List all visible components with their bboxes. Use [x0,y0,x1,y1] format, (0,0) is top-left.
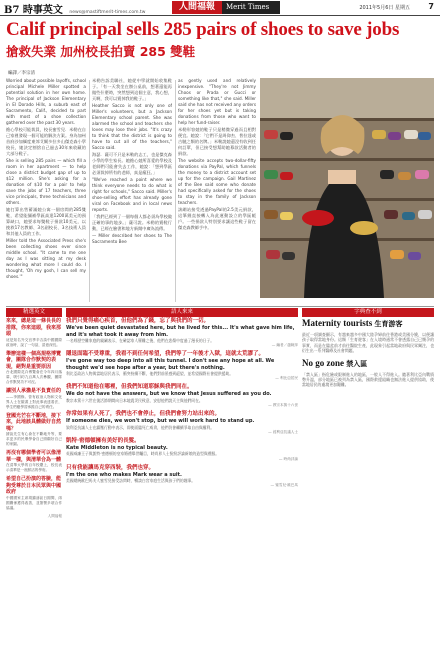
featured-item-body: 在清華大學的百年校慶上，校長表示清華是一座鮮活的學府。 [6,463,62,472]
featured-item-body: ——李國修。曾有政治人物和文化界人士在臉書上對此事表達看法，學生們應學習承擔自己的責任。 [6,394,62,409]
article-paragraph: Miller told the Associated Press she's been collecting shoes ever since middle school. "It came to me one day as I was sitting at my desk wondering what more I could do. I thought, 'Oh my gosh, I can sell my shoes.'" [6,238,86,279]
featured-item [6,413,62,448]
quote-title-en: I'm the one who makes Mark wear a suit. [66,471,182,478]
quote-item [66,465,298,489]
featured-item-title: 舉辦這樣一個高規格博覽會，團隊合作默契的表現，絕對是重要原因 [6,350,62,370]
article-column-1 [6,78,86,304]
quote-title-en: Kate Middleton is no typical beauty. [66,444,168,451]
quote-title-zh: 你常如果有人死了，我們也不會停止，但我們會努力站出來的。 [66,411,221,418]
quote-item [66,384,298,408]
shoe-collection-photo [260,78,434,298]
article-paragraph: as gently used and relatively inexpensive. "They're not Jimmy Choos or Prada or Gucci or something like that," she said. Miller said she has not received any orders for her shoes yet but is taking donations from those who want to help her fund-raiser. [178,78,256,125]
page-code: B7 [4,5,20,16]
quote-item [66,318,298,348]
quote-credit: — 編者／趙婉萍 [271,343,298,348]
principal-with-shoes-photo [260,78,434,298]
featured-item [6,388,62,410]
quote-title-en: We do not have the answers, but we know that Jesus suffered as you do. [66,391,272,398]
article-column-2 [92,78,172,304]
quote-title-zh: 我們只覺得痛心疾首，但他們為了錢，忘了與我們的一切。 [66,318,210,324]
featured-item-title: 再沒有哪個學者可以像清華一樣，與清華合為一體 [6,450,62,463]
issue-date: 2011年5月6日 星期五 [359,5,410,11]
quote-credit: — 蜜雪兒·歐巴馬 [270,483,298,488]
article-paragraph: 「我們已經到了一個每個人都必須為學校做正確的事的地步。」薩可說。米勒的賣鞋行動，已經在臉書和地方新聞中廣為流傳。 [92,214,172,231]
article-paragraph: Heather Sacco is not only one of Miller's volunteers, but a Jackson Elementary school parent. She was alarmed the school and teachers she loves may lose their jobs. "It's crazy to think that the district is going to have to cut all of the teachers," Sacco said. [92,103,172,150]
featured-item-title: 讓別人承擔是不負責任的 [6,388,62,394]
quote-body: 一名經歷空難家庭的親屬表示，在確認家人罹難之後，他們在悲傷中度過了漫長的日子。 [66,338,215,343]
quotes-column [66,318,298,658]
quote-title-zh: 只有我能讓馬克穿西裝，我們也穿。 [66,464,155,471]
featured-items-column [6,318,62,658]
term-english: Maternity tourists [302,318,373,328]
headline-english: Calif principal sells 285 pairs of shoes to save jobs [6,19,400,40]
term-chinese: 生育游客 [374,320,403,328]
article-paragraph: The website accepts two-dollar-fifty donations via PayPal, which funnels the money to a district account set up for the campaign. Gail Martinez of the Bee said some who donate had specifically asked for the shoes to stay in the family of Jackson teachers. [178,158,256,205]
term-explanation: 「禁入區」指危險或限制進入的地區，一般人不得進入。隨著利比亞內戰情勢升溫，部分地區已被列為禁入區，國際救援組織也無法進入提供協助，使當地居民的處境更加艱難。 [302,371,434,388]
quote-credit: — 利比亞居民 [275,376,298,381]
column-credit: 人間福報 [47,513,62,518]
article-paragraph: 米勒告訴美聯社，她從中學就開始收集鞋子。「有一天我坐在辦公桌前，想著還能再做些什麼時，突然想到這個主意，我心想，天啊，我可以賣掉我的鞋子。」 [92,78,172,101]
quote-body: 美國總統歐巴馬夫人蜜雪兒接受訪問時，暢談白宮家庭生活與孩子們的趣事。 [66,478,196,484]
dictionary-column [302,318,434,658]
article-paragraph: 她打算出售蓄滿她公寓一個房間的285雙鞋，希望能彌補學區高達1200萬美元的預算缺口，她要求每雙鞋子捐款10美元，以挽救17名教師、3名副校長、3名技術人員和其他人員的工作。 [6,207,86,236]
article-paragraph: She is selling 285 pairs — which fill a room in her apartment — to help close a district budget gap of up to $12 million. She's asking for a donation of $10 for a pair to help save the jobs of 17 teachers, three vice principals, three technicians and others. [6,158,86,205]
quote-body: 英國威廉王子與凱特·密德頓的皇家婚禮舉世矚目，時尚界人士紛紛評論新娘的造型與禮服。 [66,451,220,457]
featured-item-body: 中國國家主席胡錦濤訪日期間，兩國關係獲得改善，並簽署多項合作協議。 [6,495,62,510]
page-number: 7 [428,2,434,11]
dictionary-term-1 [302,318,434,330]
featured-item-body: 台北國際花卉博覽會在今年四月落幕，吸引約九百萬人次參觀，團隊合作默契功不可沒。 [6,370,62,384]
quote-item [66,438,298,462]
quote-title-en: We've been quiet devastated here, but he lived for this... It's what gave him life, and it's what took it away from him. [66,325,295,338]
byline: 編譯／李宗清 [8,71,35,76]
quote-item [66,351,298,381]
featured-item [6,476,62,511]
quote-title-zh: 我們不知道他在哪裡，但我們知道耶穌與我們同在。 [66,384,193,391]
main-article [6,78,434,304]
quote-body: 教宗本篤十六世在復活節期間向日本地震災民致意，安慰他們說天主與他們同在。 [66,397,203,403]
quote-title-zh: 隱退面臨不受尊重，我看不到任何希望，我們等了一年後才入獄，這就太荒謬了。 [66,351,265,358]
section-email: news@mastiftmerit-times.com.tw [69,10,146,15]
quote-credit: — 敘利亞抗議人士 [268,429,298,434]
featured-item-title: 登國光芒在不斷地，接下來，此地該具體做好自然嗎？ [6,412,62,432]
section-divider [6,306,434,307]
quote-body: 敘利亞抗議人士在鎮壓行動中表示，即使面臨死亡威脅，他們仍會繼續爭取自由與權利。 [66,424,215,430]
article-paragraph: 該網站接受透過PayPal的2.5美元捐款，這筆錢直接轉入為此運動設立的學區帳戶。一些捐款人特別要求讓這些鞋子留在傑克森教師手中。 [178,207,256,230]
quote-item [66,411,298,435]
quote-body: 利比亞政治人物與當地居民表示，衝突持續不斷，他們對前景感到絕望，並希望國際社會提供援助。 [66,371,234,377]
quote-title-en: I've gone way too deep into all this tunnel. I don't see any hope at all. We thought we'd see hope after a year, but there's nothing. [66,358,275,371]
newspaper-logo [172,1,280,14]
term-english: No go zone [302,357,344,368]
featured-item-title: 來來，總是這一條長長的排隊，你來這頭，我來那頭 [6,318,62,337]
term-explanation: 最近一項調查顯示，有越來越多中國大陸孕婦前往香港或美國分娩，以便讓孩子取得當地身份。這類「生育遊客」在入境時通常不會透露自己已懷孕的事實，而是在臨盆前才前往醫院生產，此現象引起當地政府與民眾關注，也衍生出一系列醫療及社會問題。 [302,332,434,354]
featured-item [6,351,62,386]
logo-zh: 人間福報 [172,1,222,14]
quote-credit: — 教宗本篤十六世 [268,403,298,408]
featured-item-title: 希望自己扮演的答臉，能夠受尊於日本民眾與中國政府 [6,476,62,495]
section-name: 時事英文 [22,5,63,16]
logo-en: Merit Times [222,1,280,14]
section-header-featured: 精選英文 [6,308,62,317]
column-divider [175,80,176,302]
article-column-3 [178,78,256,304]
section-header-dictionary: 字典查不到 [302,308,434,317]
page-section-label [4,1,145,16]
section-header-quotes: 語人來來 [66,308,298,317]
featured-item [6,318,62,348]
featured-item-body: 據說先生有心會在不斷地升等，要求更多的民眾學會自己照顧好自己的家園。 [6,432,62,446]
masthead [0,0,440,16]
headline-chinese: 搶救失業 加州校長拍賣 285 雙鞋 [6,44,196,59]
article-paragraph: — Miller described her shoes to The Sacramento Bee [92,233,172,244]
article-paragraph: 擔心學校可能裁員，校長蜜雪兒．米勒在自己家裡發現一個可能的解決方案。身為加州首府沙加緬度東郊艾爾多拉多山傑克森小學校長，她決定割捨自己過去30年來收藏的大部分鞋子。 [6,127,86,156]
quote-title-zh: 凱特·密德頓擁有美好的長髮。 [66,437,140,444]
dictionary-term-2 [302,358,434,370]
article-paragraph: 海瑟．薩可不只是米勒的志工，也是傑克森小學的學生家長。她擔心她所喜愛的學校及老師們可能會失去工作，她說：「想到學區必須裁掉所有的老師，真是瘋狂。」 [92,152,172,175]
column-divider [89,80,90,302]
article-paragraph: Worried about possible layoffs, school principal Michele Miller spotted a potential solution in her own home. The principal of Jackson Elementary in El Dorado Hills, a suburb east of Sacramento, Calif., decided to part with most of a shoe collection gathered over the past 30 years. [6,78,86,125]
article-paragraph: "We've reached a point where we think everyone needs to do what is right for schools," Sacco said. Miller's shoe-selling effort has already gone viral on Facebook and in local news reports. [92,177,172,212]
quote-credit: — 時尚評論 [278,456,298,461]
term-chinese: 禁入區 [346,359,368,368]
featured-item [6,450,62,473]
quote-title-en: If someone dies, we won't stop, but we will work hard to stand up. [66,418,255,425]
article-paragraph: 米勒形容她的鞋子只是稍微穿過而且相對便宜。她說：「它們不是周仰杰、普拉達或古馳之類的名牌。」米勒說她還沒有收到任何訂單，但已接受想幫助她募款活動者的捐款。 [178,127,256,156]
featured-item-body: 這是知名外交官季辛吉談中國國際政治時，說了一句話，語意深長。 [6,337,62,347]
